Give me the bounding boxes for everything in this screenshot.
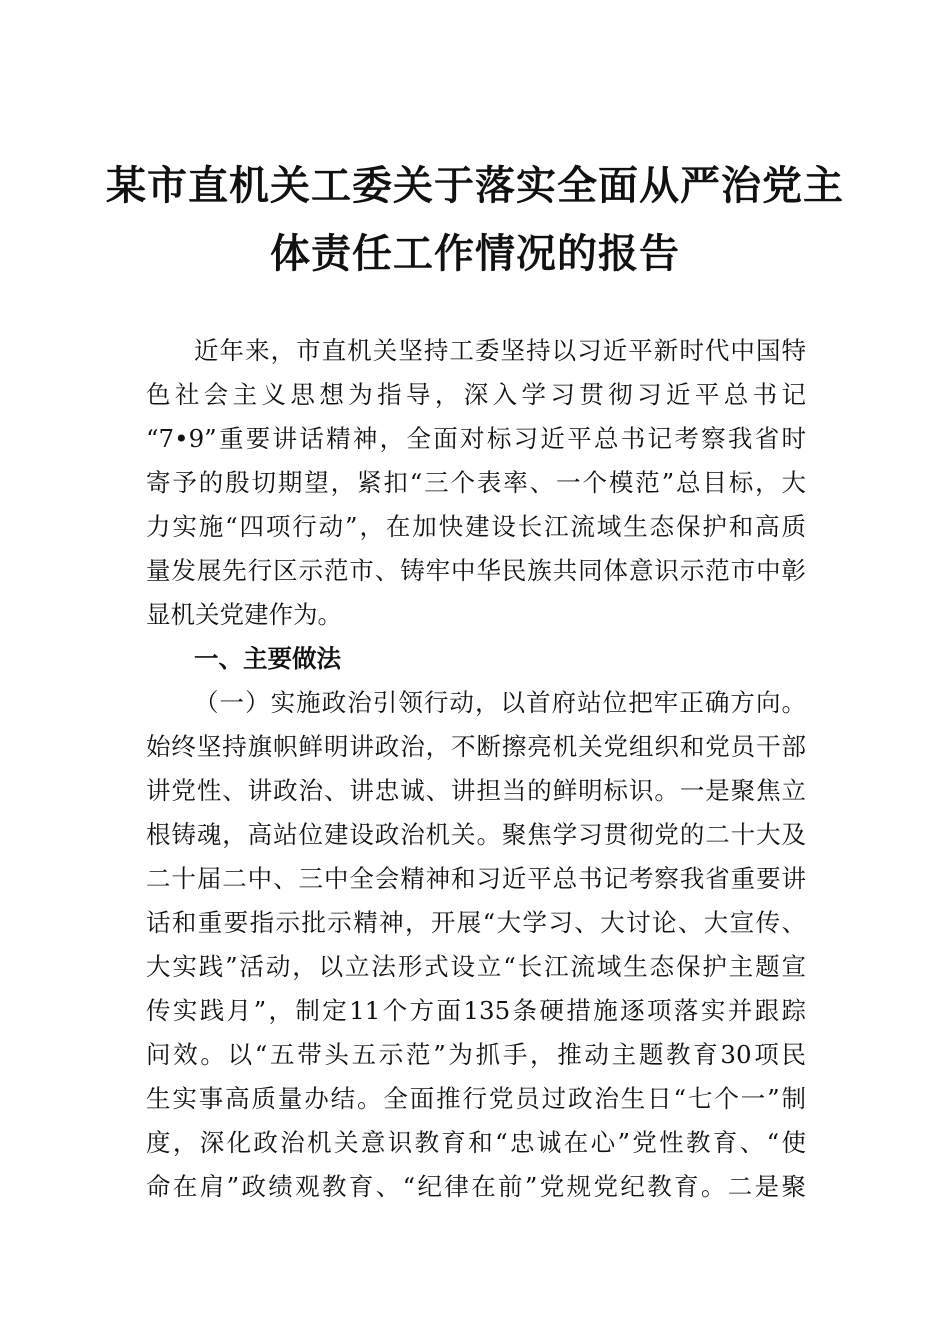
body-line: 显机关党建作为。 — [146, 600, 342, 629]
body-line: “7•9”重要讲话精神，全面对标习近平总书记考察我省时 — [146, 424, 806, 453]
body-line: 命在肩”政绩观教育、“纪律在前”党规党纪教育。二是聚 — [146, 1172, 806, 1201]
body-line: 讲党性、讲政治、讲忠诚、讲担当的鲜明标识。一是聚焦立 — [146, 776, 806, 805]
body-line: 话和重要指示批示精神，开展“大学习、大讨论、大宣传、 — [146, 908, 806, 937]
body-line: 度，深化政治机关意识教育和“忠诚在心”党性教育、“使 — [146, 1128, 806, 1157]
body-line: 量发展先行区示范市、铸牢中华民族共同体意识示范市中彰 — [146, 556, 806, 585]
body-line: 传实践月”，制定11个方面135条硬措施逐项落实并跟踪 — [146, 996, 806, 1025]
body-line: 大实践”活动，以立法形式设立“长江流域生态保护主题宣 — [146, 952, 806, 981]
body-line: 近年来，市直机关坚持工委坚持以习近平新时代中国特 — [194, 336, 806, 365]
body-line: 二十届二中、三中全会精神和习近平总书记考察我省重要讲 — [146, 864, 806, 893]
section-heading: 一、主要做法 — [194, 644, 341, 673]
document-title-line-1: 某市直机关工委关于落实全面从严治党主 — [106, 162, 844, 209]
body-line: 问效。以“五带头五示范”为抓手，推动主题教育30项民 — [146, 1040, 806, 1069]
body-line: 色社会主义思想为指导，深入学习贯彻习近平总书记 — [146, 380, 806, 409]
body-line: 力实施“四项行动”，在加快建设长江流域生态保护和高质 — [146, 512, 806, 541]
document-title-line-2: 体责任工作情况的报告 — [270, 230, 680, 277]
body-line: 根铸魂，高站位建设政治机关。聚焦学习贯彻党的二十大及 — [146, 820, 806, 849]
body-line: 寄予的殷切期望，紧扣“三个表率、一个模范”总目标，大 — [146, 468, 806, 497]
body-line: 生实事高质量办结。全面推行党员过政治生日“七个一”制 — [146, 1084, 806, 1113]
subsection-heading: （一）实施政治引领行动，以首府站位把牢正确方向。 — [194, 688, 806, 717]
body-line: 始终坚持旗帜鲜明讲政治，不断擦亮机关党组织和党员干部 — [146, 732, 806, 761]
